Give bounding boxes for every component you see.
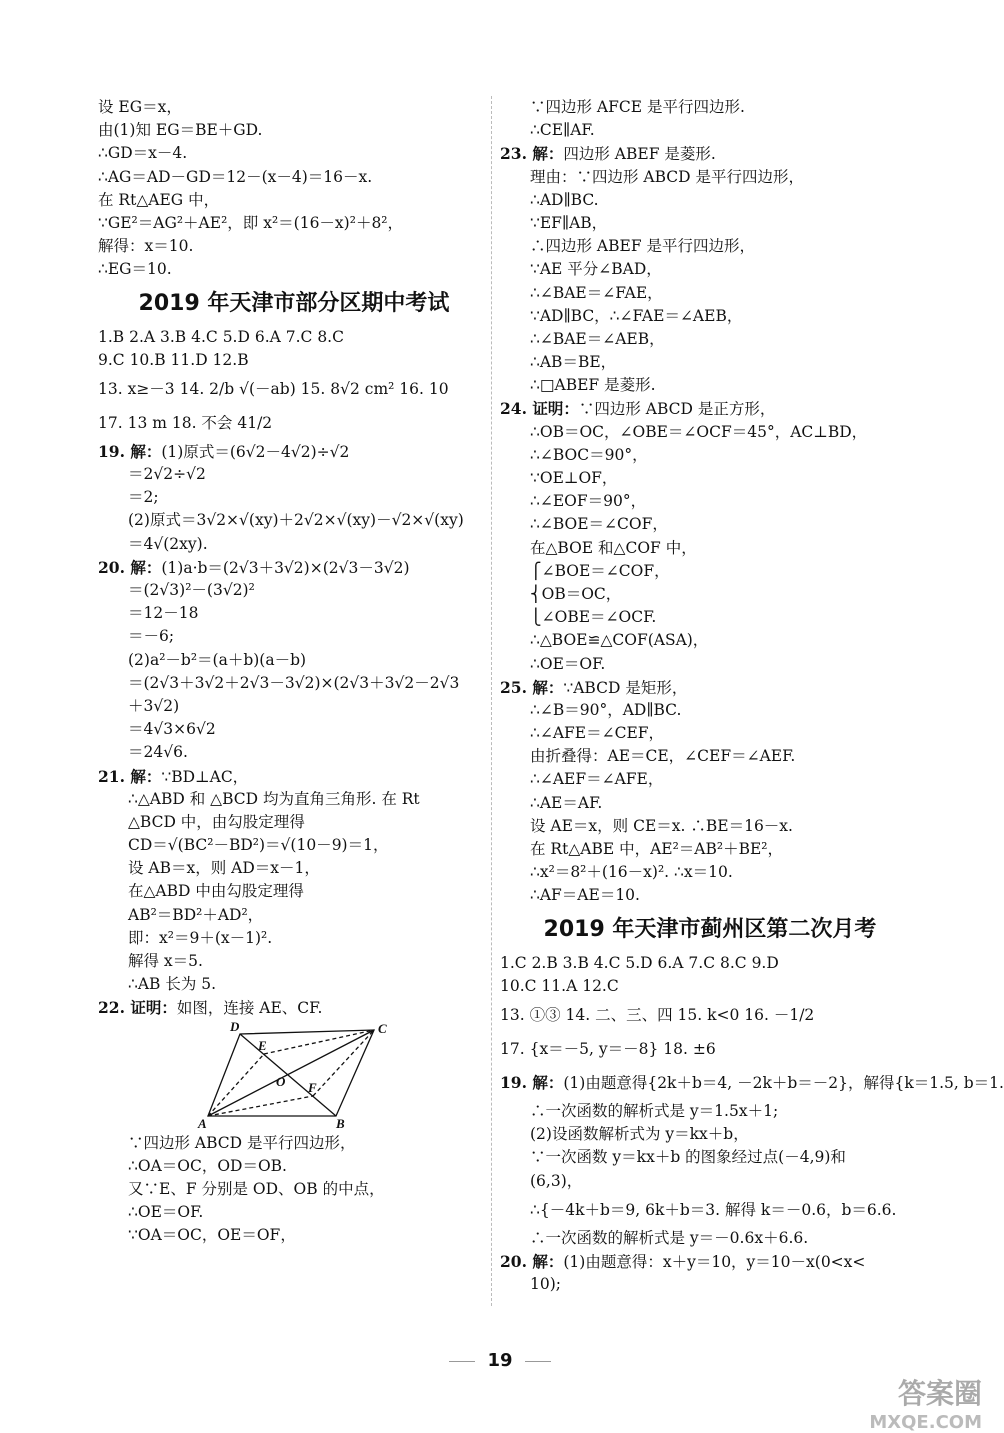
- text-line: ∴∠B＝90°，AD∥BC.: [530, 700, 682, 719]
- text-line: ∴AB＝BE，: [530, 353, 617, 372]
- text-line: ∵EF∥AB，: [530, 213, 608, 232]
- diagonal-bd: [240, 1034, 336, 1116]
- question-number: 22. 证明：: [98, 998, 177, 1018]
- parallelogram-diagram: [198, 1020, 398, 1130]
- text-line: ＝(2√3)²－(3√2)²: [128, 581, 255, 599]
- section-heading-midterm: 2019 年天津市部分区期中考试: [138, 290, 450, 316]
- text-line: ∴∠BAE＝∠FAE，: [530, 283, 663, 302]
- segment-fc: [313, 1030, 374, 1096]
- text-line: (1)a·b＝(2√3＋3√2)×(2√3－3√2): [161, 558, 410, 577]
- text-line: 又∵E、F 分别是 OD、OB 的中点，: [128, 1179, 385, 1198]
- text-line: ＝－6;: [128, 627, 175, 646]
- text-line: 在 Rt△AEG 中，: [98, 190, 220, 209]
- text-line: ∴{－4k＋b＝9, 6k＋b＝3. 解得 k＝－0.6，b＝6.6.: [530, 1200, 897, 1219]
- text-line: (2)设函数解析式为 y＝kx＋b，: [530, 1125, 749, 1144]
- text-line: ∵OE⊥OF，: [530, 469, 618, 487]
- answer-line: 13. ①③ 14. 二、三、四 15. k<0 16. －1/2: [500, 1005, 815, 1024]
- text-line: ∴∠BOC＝90°，: [530, 445, 648, 464]
- text-line: ∴□ABEF 是菱形.: [530, 376, 656, 395]
- text-line: 10);: [530, 1275, 561, 1294]
- text-line: 理由：∵四边形 ABCD 是平行四边形，: [530, 167, 805, 186]
- text-line: ∴∠BOE＝∠COF，: [530, 515, 668, 534]
- text-line: ∴GD＝x－4.: [98, 144, 188, 163]
- text-line: ∵四边形 AFCE 是平行四边形.: [530, 98, 745, 116]
- answer-line: 10.C 11.A 12.C: [500, 976, 619, 995]
- question-number: 23. 解：: [500, 144, 564, 164]
- text-line: 在△ABD 中由勾股定理得: [128, 882, 304, 901]
- vertex-label-b: B: [336, 1115, 345, 1131]
- text-line: 设 AE＝x，则 CE＝x. ∴BE＝16－x.: [530, 816, 793, 835]
- answer-line: 1.B 2.A 3.B 4.C 5.D 6.A 7.C 8.C: [98, 327, 344, 346]
- text-line: (2)原式＝3√2×√(xy)＋2√2×√(xy)－√2×√(xy): [128, 511, 464, 530]
- text-line: ＝2√2÷√2: [128, 465, 206, 484]
- text-line: ∴△BOE≌△COF(ASA)，: [530, 631, 709, 650]
- text-line: (1)由题意得{2k＋b＝4, －2k＋b＝－2}，解得{k＝1.5, b＝1.: [563, 1073, 1004, 1092]
- text-line: △BCD 中，由勾股定理得: [128, 812, 305, 831]
- text-line: ∵AD∥BC，∴∠FAE＝∠AEB，: [530, 306, 743, 325]
- text-line: (1)原式＝(6√2－4√2)÷√2: [161, 442, 350, 461]
- parallelogram-figure: [98, 1020, 490, 1132]
- text-line: ∴一次函数的解析式是 y＝1.5x＋1;: [530, 1101, 779, 1120]
- text-line: ∴OA＝OC，OD＝OB.: [128, 1156, 287, 1175]
- text-line: ∴∠AEF＝∠AFE，: [530, 770, 664, 789]
- segment-ae: [208, 1054, 264, 1116]
- text-line: ∴AB 长为 5.: [128, 975, 217, 994]
- point-label-e: E: [258, 1037, 267, 1053]
- left-column: [98, 96, 490, 1248]
- text-line: ∴OE＝OF.: [530, 654, 606, 673]
- text-line: ∵OA＝OC，OE＝OF，: [128, 1226, 296, 1245]
- text-line: ∵GE²＝AG²＋AE²，即 x²＝(16－x)²＋8²，: [98, 213, 404, 232]
- text-line: ∴OB＝OC，∠OBE＝∠OCF＝45°，AC⊥BD，: [530, 422, 868, 441]
- text-line: CD＝√(BC²－BD²)＝√(10－9)＝1，: [128, 836, 389, 855]
- text-line: ∴AD∥BC.: [530, 190, 599, 209]
- point-label-o: O: [276, 1073, 286, 1089]
- vertex-label-d: D: [230, 1018, 240, 1034]
- text-line: ＝2;: [128, 488, 159, 507]
- section-heading-monthly-exam: 2019 年天津市蓟州区第二次月考: [543, 916, 877, 942]
- text-line: 解得 x＝5.: [128, 952, 203, 970]
- question-number: 21. 解：: [98, 766, 162, 786]
- text-line: ∵AE 平分∠BAD，: [530, 260, 662, 279]
- page-number: 19: [487, 1350, 513, 1371]
- text-line: 如图，连接 AE、CF.: [176, 999, 323, 1018]
- question-number: 20. 解：: [500, 1251, 564, 1271]
- text-line: ∴∠BAE＝∠AEB，: [530, 329, 665, 348]
- footer-rule-right: [525, 1361, 551, 1362]
- text-line: ∵BD⊥AC，: [161, 767, 249, 786]
- question-number: 19. 解：: [98, 441, 162, 461]
- answer-line: 13. x≥－3 14. 2/b √(－ab) 15. 8√2 cm² 16. 10: [98, 379, 449, 398]
- text-line: (6,3)，: [530, 1171, 583, 1190]
- footer-rule-left: [449, 1361, 475, 1362]
- text-line: ∵四边形 ABCD 是正方形，: [578, 400, 776, 419]
- page-footer: [0, 1350, 1000, 1371]
- text-line: (1)由题意得：x＋y＝10，y＝10－x(0<x<: [563, 1252, 866, 1271]
- text-line: ∴四边形 ABEF 是平行四边形，: [530, 237, 756, 256]
- answer-line: 17. {x＝－5, y＝－8} 18. ±6: [500, 1039, 716, 1058]
- text-line: ∵一次函数 y＝kx＋b 的图象经过点(－4,9)和: [530, 1148, 846, 1167]
- text-line: ＝12－18: [128, 604, 199, 623]
- diagonal-ac: [208, 1030, 374, 1116]
- text-line: ∴AF＝AE＝10.: [530, 886, 640, 905]
- question-number: 24. 证明：: [500, 399, 579, 419]
- text-line: ⎨OB＝OC，: [530, 584, 622, 603]
- watermark-site: MXQE.COM: [869, 1412, 982, 1433]
- text-line: (2)a²－b²＝(a＋b)(a－b): [128, 650, 307, 669]
- text-line: 设 AB＝x，则 AD＝x－1，: [128, 859, 320, 878]
- question-number: 25. 解：: [500, 677, 564, 697]
- question-number: 19. 解：: [500, 1072, 564, 1092]
- text-line: ∴CE∥AF.: [530, 121, 595, 140]
- text-line: ∴一次函数的解析式是 y＝－0.6x＋6.6.: [530, 1228, 809, 1247]
- text-line: ∴AE＝AF.: [530, 793, 603, 812]
- answer-line: 17. 13 m 18. 不会 41/2: [98, 413, 273, 432]
- question-number: 20. 解：: [98, 557, 162, 577]
- text-line: 即：x²＝9＋(x－1)².: [128, 928, 273, 947]
- text-line: 由(1)知 EG＝BE＋GD.: [98, 121, 263, 140]
- text-line: 在△BOE 和△COF 中，: [530, 538, 697, 557]
- text-line: ∴OE＝OF.: [128, 1203, 204, 1222]
- text-line: AB²＝BD²＋AD²，: [128, 905, 264, 924]
- watermark: [869, 1372, 982, 1433]
- text-line: ⎩∠OBE＝∠OCF.: [530, 608, 657, 627]
- text-line: 在 Rt△ABE 中，AE²＝AB²＋BE²，: [530, 840, 784, 858]
- text-line: 解得：x＝10.: [98, 237, 194, 256]
- right-column: [500, 96, 1004, 1296]
- text-line: ∴AG＝AD－GD＝12－(x－4)＝16－x.: [98, 167, 373, 186]
- text-line: ∴x²＝8²＋(16－x)². ∴x＝10.: [530, 863, 733, 882]
- text-line: ∴EG＝10.: [98, 260, 172, 279]
- text-line: 四边形 ABEF 是菱形.: [563, 145, 716, 164]
- watermark-brand: 答案圈: [897, 1377, 982, 1410]
- text-line: ∵四边形 ABCD 是平行四边形，: [128, 1133, 356, 1152]
- text-line: ⎧∠BOE＝∠COF，: [530, 561, 670, 580]
- text-line: ＝4√(2xy).: [128, 534, 208, 553]
- text-line: ∴∠EOF＝90°，: [530, 492, 647, 511]
- text-line: ＋3√2): [128, 696, 180, 715]
- text-line: ＝24√6.: [128, 743, 188, 762]
- text-line: 由折叠得：AE＝CE，∠CEF＝∠AEF.: [530, 747, 796, 766]
- text-line: ∴△ABD 和 △BCD 均为直角三角形. 在 Rt: [128, 789, 420, 808]
- point-label-f: F: [308, 1079, 317, 1095]
- text-line: ∵ABCD 是矩形，: [563, 678, 688, 697]
- text-line: ＝4√3×6√2: [128, 720, 216, 739]
- answer-line: 1.C 2.B 3.B 4.C 5.D 6.A 7.C 8.C 9.D: [500, 953, 779, 972]
- column-divider: [491, 96, 493, 1306]
- text-line: ＝(2√3＋3√2＋2√3－3√2)×(2√3＋3√2－2√3: [128, 673, 460, 692]
- text-line: 设 EG＝x，: [98, 98, 182, 116]
- text-line: ∴∠AFE＝∠CEF，: [530, 724, 665, 743]
- vertex-label-a: A: [198, 1115, 207, 1131]
- vertex-label-c: C: [378, 1020, 387, 1036]
- answer-line: 9.C 10.B 11.D 12.B: [98, 350, 249, 369]
- segment-ec: [264, 1030, 374, 1054]
